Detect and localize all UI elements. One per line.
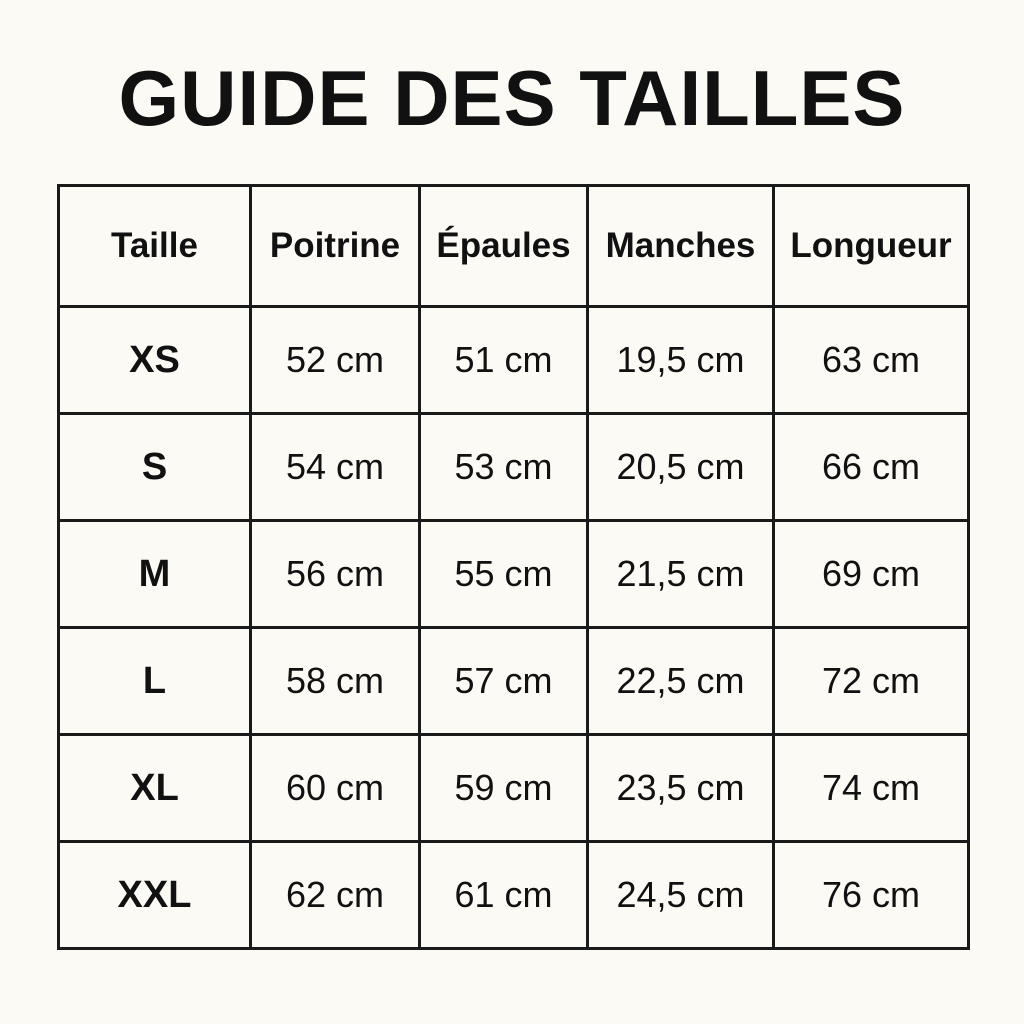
table-cell: 72 cm [774,628,969,735]
size-label: XS [59,307,251,414]
size-label: XXL [59,842,251,949]
table-cell: 55 cm [420,521,588,628]
size-label: M [59,521,251,628]
table-cell: 23,5 cm [588,735,774,842]
table-row [59,414,969,521]
size-label: L [59,628,251,735]
table-row [59,842,969,949]
table-row [59,521,969,628]
table-cell: 61 cm [420,842,588,949]
table-row [59,735,969,842]
table-cell: 21,5 cm [588,521,774,628]
header-manches: Manches [588,186,774,307]
header-epaules: Épaules [420,186,588,307]
table-cell: 57 cm [420,628,588,735]
page-title: GUIDE DES TAILLES [118,54,906,142]
size-label: XL [59,735,251,842]
table-cell: 22,5 cm [588,628,774,735]
table-cell: 62 cm [251,842,420,949]
table-row [59,307,969,414]
table-cell: 53 cm [420,414,588,521]
table-cell: 19,5 cm [588,307,774,414]
table-cell: 24,5 cm [588,842,774,949]
table-cell: 66 cm [774,414,969,521]
table-cell: 76 cm [774,842,969,949]
table-cell: 59 cm [420,735,588,842]
table-cell: 74 cm [774,735,969,842]
table-cell: 20,5 cm [588,414,774,521]
table-cell: 60 cm [251,735,420,842]
table-cell: 51 cm [420,307,588,414]
header-taille: Taille [59,186,251,307]
table-cell: 69 cm [774,521,969,628]
table-cell: 54 cm [251,414,420,521]
table-cell: 58 cm [251,628,420,735]
table-header-row [59,186,969,307]
size-table [57,184,970,950]
table-cell: 52 cm [251,307,420,414]
table-row [59,628,969,735]
header-poitrine: Poitrine [251,186,420,307]
header-longueur: Longueur [774,186,969,307]
table-cell: 56 cm [251,521,420,628]
table-cell: 63 cm [774,307,969,414]
size-label: S [59,414,251,521]
